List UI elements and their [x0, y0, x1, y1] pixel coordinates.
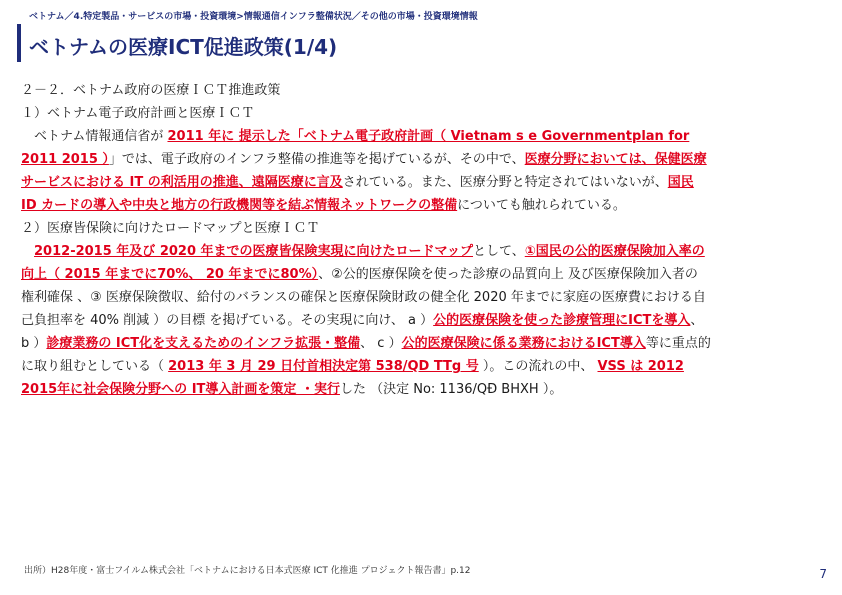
body-text: [21, 79, 833, 401]
body-text-segment: 等に重点的: [645, 336, 711, 351]
body-line: [21, 309, 833, 332]
body-line: [21, 79, 833, 102]
breadcrumb: ベトナム／4.特定製品・サービスの市場・投資環境>情報通信インフラ整備状況／その他の市場・投資環境情報: [29, 12, 478, 22]
body-text-segment: した （決定 No: 1136/QĐ BHXH ）。: [339, 382, 563, 397]
highlighted-text: 診療業務の ICT化を支えるためのインフラ拡張・整備: [46, 336, 361, 351]
body-text-segment: ）。この流れの中、: [478, 359, 598, 374]
body-text-segment: ２－２．ベトナム政府の医療ＩＣＴ推進政策: [21, 83, 281, 98]
body-text-segment: されている。また、医療分野と特定されてはいないが、: [342, 175, 668, 190]
body-line: [21, 332, 833, 355]
body-line: [21, 102, 833, 125]
body-line: [21, 240, 833, 263]
highlighted-text: 2012-2015 年及び 2020 年までの医療皆保険実現に向けたロードマップ: [34, 244, 474, 259]
body-line: [21, 125, 833, 148]
body-text-segment: に取り組むとしている（: [21, 359, 169, 374]
body-text-segment: １）ベトナム電子政府計画と医療ＩＣＴ: [21, 106, 255, 121]
highlighted-text: 2011 2015 ）: [21, 152, 109, 167]
highlighted-text: サービスにおける IT の利活用の推進、遠隔医療に言及: [21, 175, 343, 190]
body-text-segment: 、: [690, 313, 704, 328]
page-number: 7: [819, 567, 827, 581]
highlighted-text: ①国民の公的医療保険加入率の: [524, 244, 705, 259]
body-line: [21, 378, 833, 401]
highlighted-text: 2011 年に 提示した「ベトナム電子政府計画（ Vietnam s e Governmentplan for: [167, 129, 690, 144]
body-text-segment: 、 c ）: [360, 336, 402, 351]
highlighted-text: VSS は 2012: [597, 359, 684, 374]
body-text-segment: 」では、電子政府のインフラ整備の推進等を掲げているが、その中で、: [108, 152, 525, 167]
highlighted-text: 国民: [667, 175, 694, 190]
body-line: [21, 263, 833, 286]
highlighted-text: 公的医療保険に係る業務におけるICT導入: [401, 336, 646, 351]
body-text-segment: b ）: [21, 336, 47, 351]
source-note: 出所）H28年度・富士フイルム株式会社「ベトナムにおける日本式医療 ICT 化推進 プロジェクト報告書」p.12: [24, 566, 471, 576]
highlighted-text: 向上（ 2015 年までに70%、 20 年までに80%）: [21, 267, 319, 282]
body-text-segment: ベトナム情報通信省が: [21, 129, 168, 144]
body-line: [21, 148, 833, 171]
page-title: ベトナムの医療ICT促進政策(1/4): [29, 35, 338, 59]
body-text-segment: 、②公的医療保険を使った診療の品質向上 及び医療保険加入者の: [318, 267, 698, 282]
body-text-segment: として、: [473, 244, 525, 259]
body-text-segment: についても触れられている。: [457, 198, 626, 213]
body-line: [21, 217, 833, 240]
body-line: [21, 355, 833, 378]
body-text-segment: [21, 244, 34, 259]
body-text-segment: ２）医療皆保険に向けたロードマップと医療ＩＣＴ: [21, 221, 320, 236]
body-text-segment: 権利確保 、③ 医療保険徴収、給付のバランスの確保と医療保険財政の健全化 2020 年までに家庭の医療費における自: [21, 290, 706, 305]
highlighted-text: 2015年に社会保険分野への IT導入計画を策定 ・実行: [21, 382, 340, 397]
title-accent-bar: [17, 24, 21, 62]
body-text-segment: 己負担率を 40% 削減 ）の目標 を掲げている。その実現に向け、 a ）: [21, 313, 434, 328]
body-line: [21, 194, 833, 217]
highlighted-text: 医療分野においては、保健医療: [524, 152, 707, 167]
body-line: [21, 171, 833, 194]
highlighted-text: ID カードの導入や中央と地方の行政機関等を結ぶ情報ネットワークの整備: [21, 198, 458, 213]
body-line: [21, 286, 833, 309]
highlighted-text: 2013 年 3 月 29 日付首相決定第 538/QD TTg 号: [168, 359, 479, 374]
highlighted-text: 公的医療保険を使った診療管理にICTを導入: [433, 313, 691, 328]
